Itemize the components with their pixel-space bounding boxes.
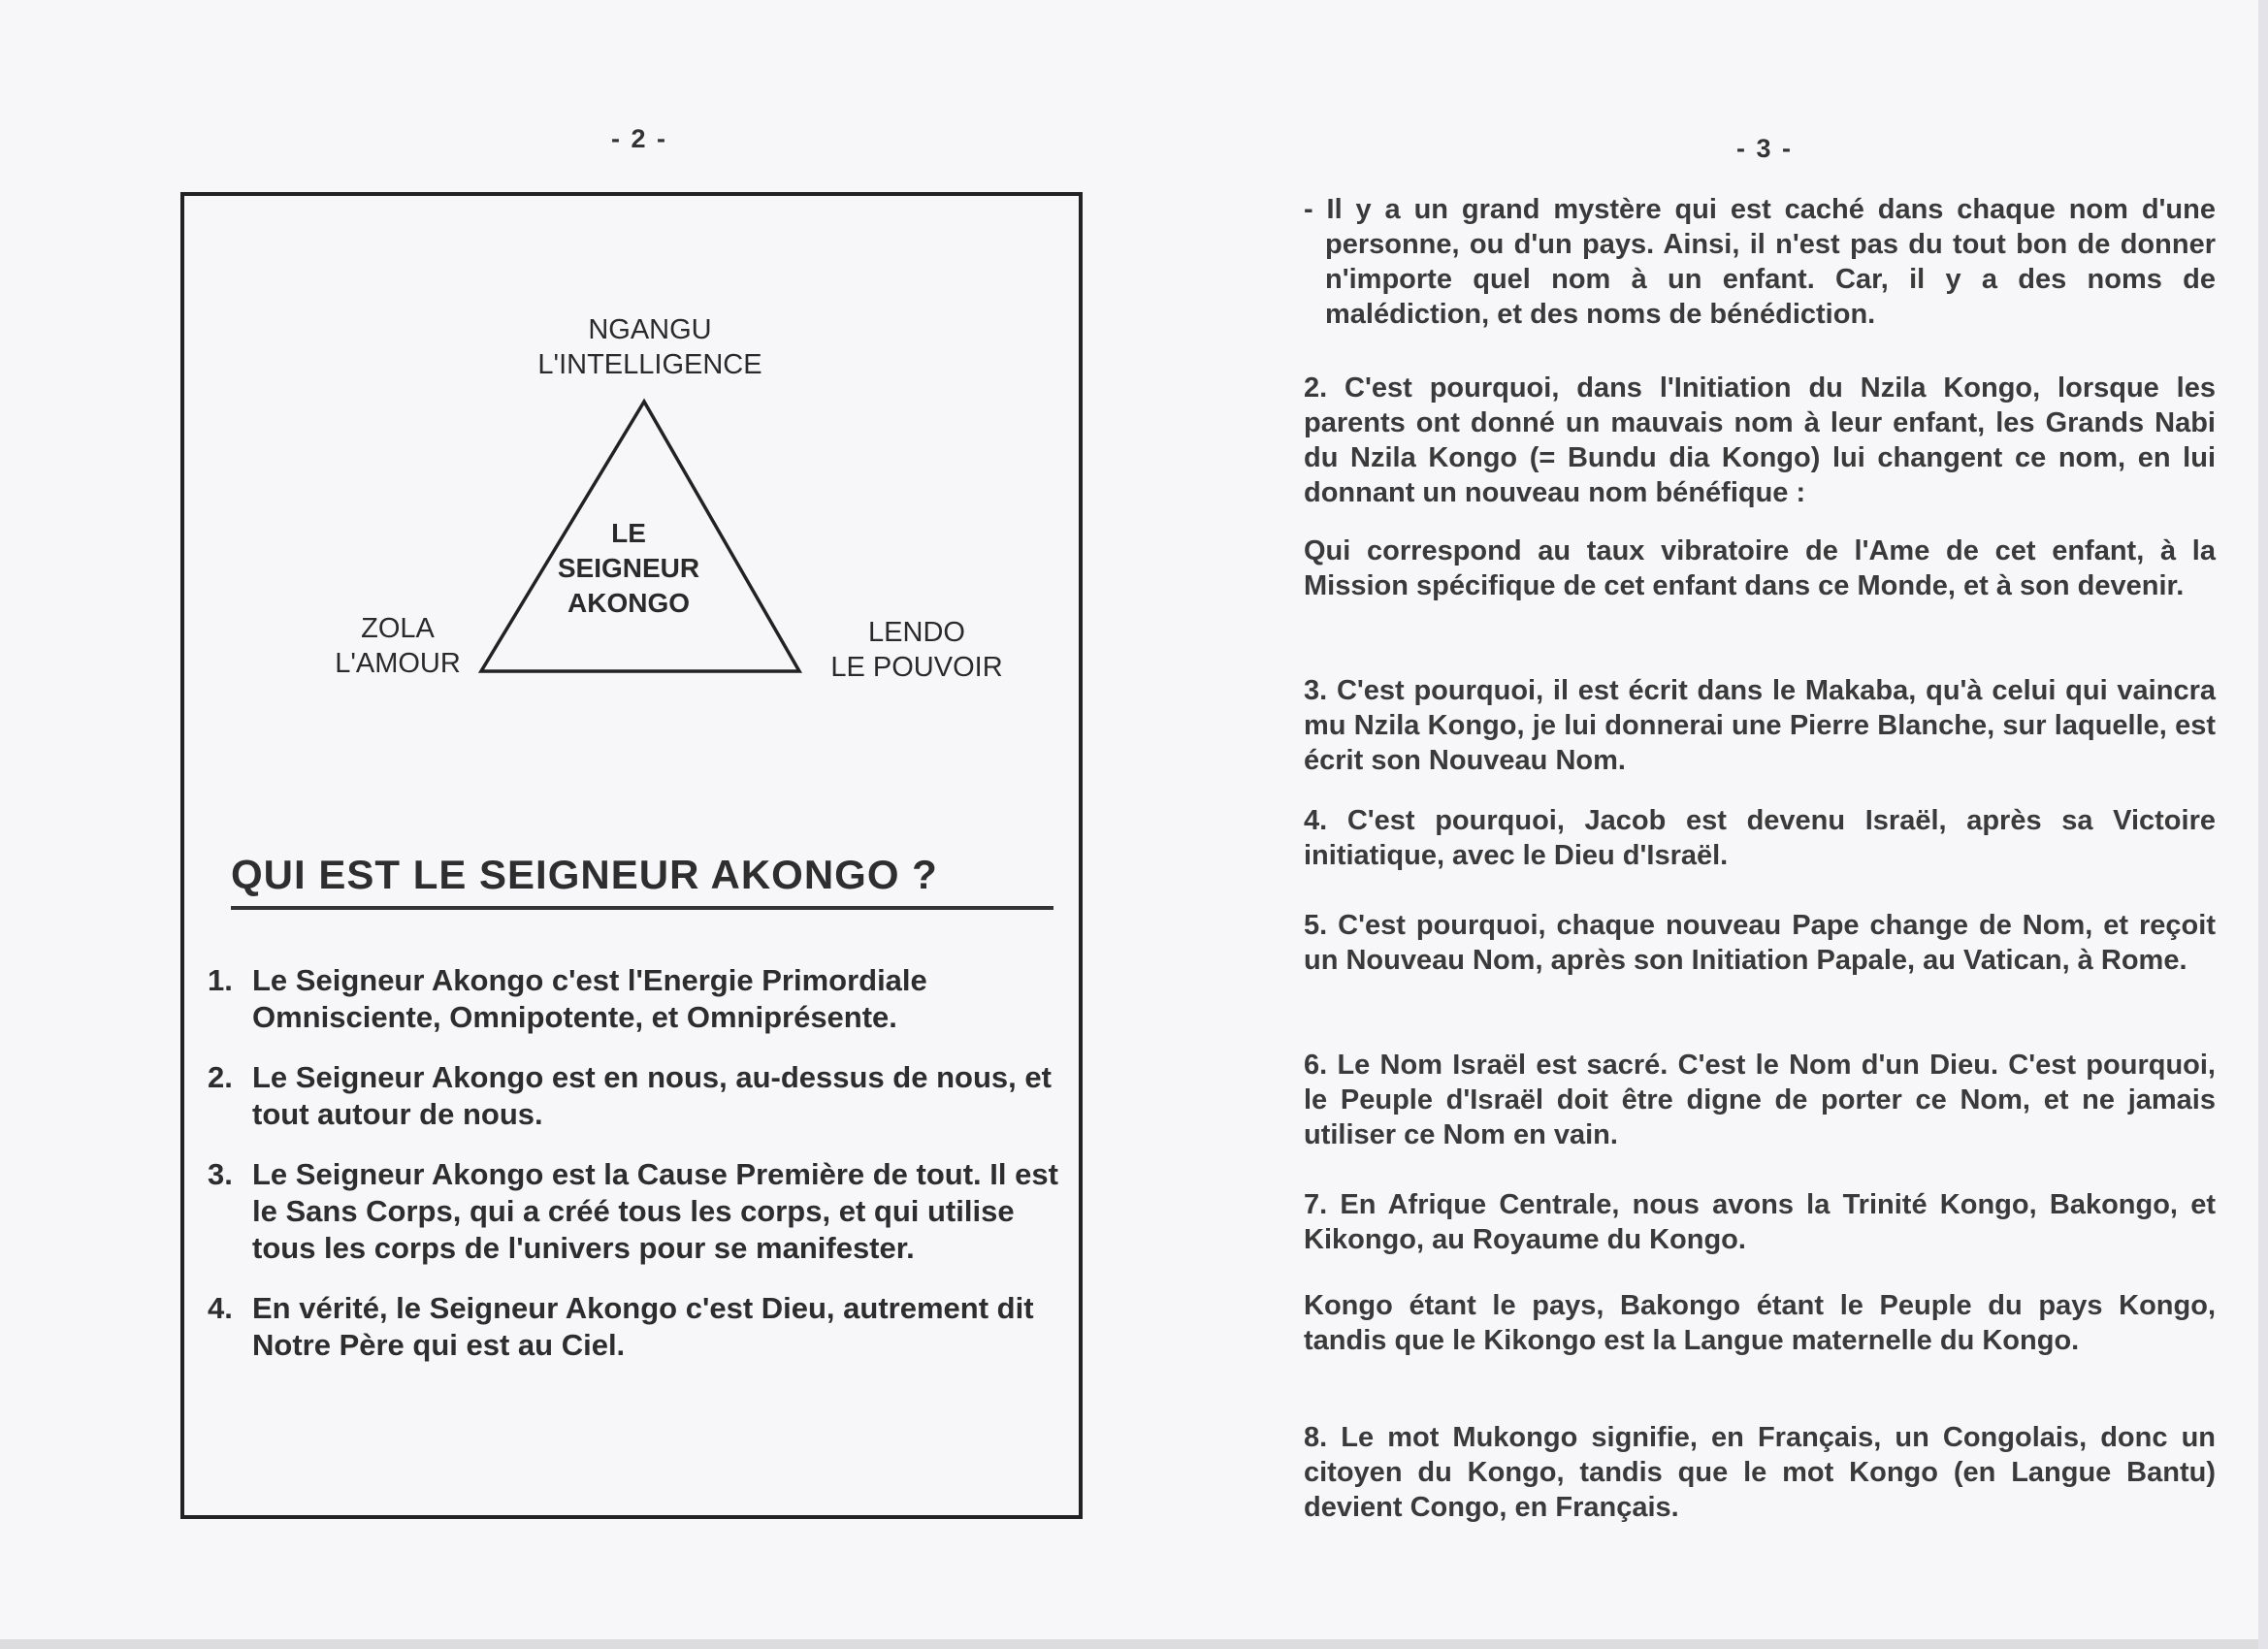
diagram-center-line3: AKONGO (567, 588, 690, 618)
numbered-list (202, 962, 1075, 1387)
paragraph-7: 7. En Afrique Centrale, nous avons la Trinité Kongo, Bakongo, et Kikongo, au Royaume du Kongo. (1304, 1189, 2216, 1255)
list-item-text: En vérité, le Seigneur Akongo c'est Dieu, autrement dit Notre Père qui est au Ciel. (252, 1291, 1034, 1362)
diagram-left-label (301, 611, 495, 681)
diagram-top-label (504, 312, 795, 382)
paragraph-5: 5. C'est pourquoi, chaque nouveau Pape change de Nom, et reçoit un Nouveau Nom, après son Initiation Papale, au Vatican, à Rome. (1304, 910, 2216, 976)
list-item-number: 2. (208, 1060, 233, 1094)
list-item (202, 1156, 1075, 1267)
paper-bottom-edge (0, 1639, 2268, 1649)
diagram-center-label (541, 516, 716, 621)
list-item-number: 3. (208, 1157, 233, 1191)
diagram-left-line2: L'AMOUR (335, 648, 461, 679)
paragraph-2: 2. C'est pourquoi, dans l'Initiation du Nzila Kongo, lorsque les parents ont donné un mauvais nom à leur enfant, les Grands Nabi du Nzila Kongo (= Bundu dia Kongo) lui changent ce nom, en lui donnant un nouveau nom bénéfique : (1304, 372, 2216, 508)
diagram-top-label-line2: L'INTELLIGENCE (537, 349, 762, 380)
section-heading: QUI EST LE SEIGNEUR AKONGO ? (231, 852, 938, 897)
paragraph-intro: - Il y a un grand mystère qui est caché dans chaque nom d'une personne, ou d'un pays. Ainsi, il n'est pas du tout bon de donner n'importe quel nom à un enfant. Car, il y a des noms de malédiction, et des noms de bénédiction. (1304, 194, 2216, 330)
diagram-top-label-line1: NGANGU (588, 314, 712, 345)
paragraph-6: 6. Le Nom Israël est sacré. C'est le Nom d'un Dieu. C'est pourquoi, le Peuple d'Israël doit être digne de porter ce Nom, et ne jamais utiliser ce Nom en vain. (1304, 1050, 2216, 1150)
diagram-right-line1: LENDO (868, 617, 965, 648)
list-item (202, 962, 1075, 1036)
list-item-text: Le Seigneur Akongo est la Cause Première de tout. Il est le Sans Corps, qui a créé tous les corps, et qui utilise tous les corps de l'univers pour se manifester. (252, 1157, 1058, 1265)
paper-right-edge (2258, 0, 2268, 1649)
paragraph-2-continued: Qui correspond au taux vibratoire de l'Ame de cet enfant, à la Mission spécifique de cet enfant dans ce Monde, et à son devenir. (1304, 535, 2216, 601)
heading-underline (231, 906, 1053, 910)
list-item-number: 4. (208, 1291, 233, 1325)
page-number-right: - 3 - (1736, 134, 1794, 163)
paragraph-3: 3. C'est pourquoi, il est écrit dans le Makaba, qu'à celui qui vaincra mu Nzila Kongo, je lui donnerai une Pierre Blanche, sur laquelle, est écrit son Nouveau Nom. (1304, 675, 2216, 776)
diagram-center-line2: SEIGNEUR (557, 553, 700, 583)
trinity-diagram (184, 196, 1086, 700)
list-item-text: Le Seigneur Akongo c'est l'Energie Primordiale Omnisciente, Omnipotente, et Omniprésente. (252, 963, 927, 1034)
paragraph-4: 4. C'est pourquoi, Jacob est devenu Israël, après sa Victoire initiatique, avec le Dieu d'Israël. (1304, 805, 2216, 871)
list-item-number: 1. (208, 963, 233, 997)
list-item-text: Le Seigneur Akongo est en nous, au-dessus de nous, et tout autour de nous. (252, 1060, 1052, 1131)
diagram-right-label (815, 615, 1019, 685)
diagram-left-line1: ZOLA (361, 613, 435, 644)
diagram-right-line2: LE POUVOIR (830, 652, 1003, 683)
page-number-left: - 2 - (611, 124, 668, 153)
left-page-frame (180, 192, 1083, 1519)
paragraph-7-continued: Kongo étant le pays, Bakongo étant le Peuple du pays Kongo, tandis que le Kikongo est la Langue maternelle du Kongo. (1304, 1290, 2216, 1356)
paragraph-8: 8. Le mot Mukongo signifie, en Français, un Congolais, donc un citoyen du Kongo, tandis que le mot Kongo (en Langue Bantu) devient Congo, en Français. (1304, 1422, 2216, 1523)
list-item (202, 1290, 1075, 1364)
list-item (202, 1059, 1075, 1133)
diagram-center-line1: LE (611, 518, 646, 548)
